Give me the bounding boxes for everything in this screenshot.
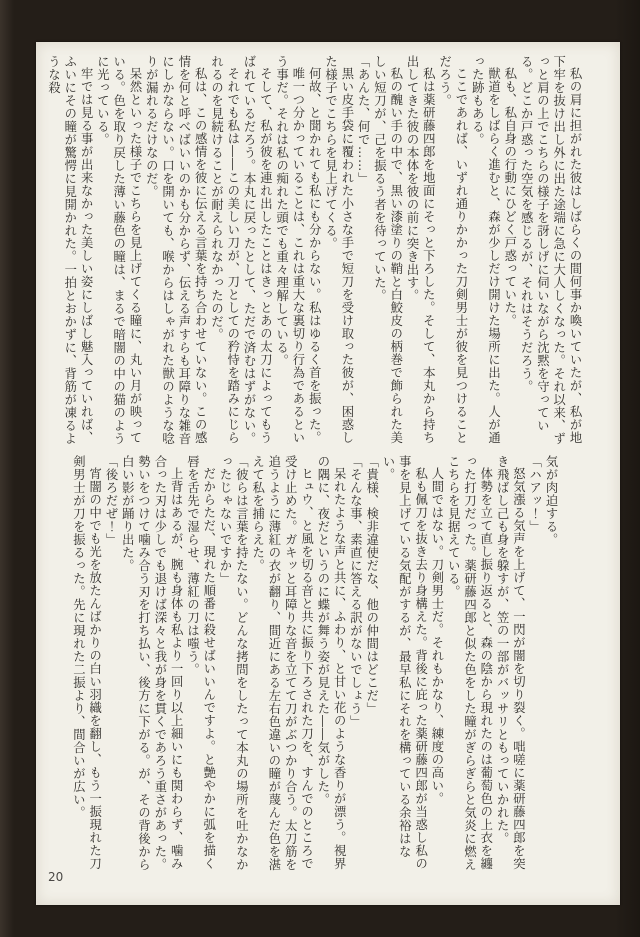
paragraph: 私は薬研藤四郎を地面にそっと下ろした。そして、本丸から持ち出してきた彼の本体を彼の前に突き出す。 xyxy=(405,55,436,445)
paragraph: それでも私は――この美しい刀が、刀としての矜恃を踏みにじられるのを見続けることが耐えられなかったのだ。 xyxy=(209,55,240,445)
paragraph: 「ハアッ！」 xyxy=(527,455,542,533)
paragraph: 私は、この感情を彼に伝える言葉を持ち合わせていない。この感情を何と呼べばいいのかも分からず、伝える声すらも耳障りな雑音にしかならない。口を開いても、喉からはしゃがれた獣のような唸りが漏れるだけなのだ。 xyxy=(144,55,208,445)
paragraph: そして、私が彼を連れ出したことはきっとあの太刀によってもうばれているだろう。本丸に戻ったとして、ただで済むはずがない。 xyxy=(242,55,273,445)
scanned-page xyxy=(36,42,620,905)
paragraph: 気が肉迫する。 xyxy=(544,455,558,546)
paragraph: 黒い皮手袋に覆われた小さな手で短刀を受け取った彼が、困惑した様子でこちらを見上げてくる。 xyxy=(323,55,354,445)
paragraph: 私も、私自身の行動にひどく戸惑っていた。 xyxy=(502,67,517,328)
paragraph: 怒気漲る気声を上げて、一閃が闇を切り裂く。咄嗟に薬研藤四郎を突き飛ばし己も身を躱すが、笠の一部がバッサリともっていかれた。 xyxy=(495,455,526,871)
paragraph: 呆れたような声と共に、ふわり、と甘い花のような香りが漂う。視界の隅に、夜だというのに蝶が舞う姿が見えた――気がした。 xyxy=(315,455,347,871)
paragraph: 何故、と聞かれても私にも分からない。私はゆるく首を振った。 xyxy=(307,67,322,445)
paragraph: 上背はあるが、腕も身体も私より一回り以上細いにも関わらず、噛み合った刃は少しでも退けば深々と我が身を貫くであろう重さがあった。勢いをつけて噛み合う刃を打ち払い、後方に下がる。が、その背後から白い影が踊り出た。 xyxy=(120,455,184,871)
paragraph: 「あんた、何で……」 xyxy=(356,55,371,185)
paragraph: 私の醜い手の中で、黒い漆塗りの鞘と白鮫皮の柄巻で飾られた美しい短刀が、己を振るう者を待っていた。 xyxy=(372,55,403,445)
paragraph: だからただ、現れた順番に殺せばいいんですよ。と艶やかに弧を描く唇を舌先で湿らせ、薄紅の刀は嗤う。 xyxy=(185,455,216,871)
page-number: 20 xyxy=(48,870,64,884)
paragraph: 獣道をしばらく進むと、森が少しだけ開けた場所に出た。人が通った跡もある。 xyxy=(470,55,501,445)
paragraph: 牢では見る事が出来なかった美しい姿にしばし魅入っていれば、ふいにその瞳が驚愕に見開かれた。一拍とおかずに、背筋が凍るような殺 xyxy=(46,55,94,445)
text-block-lower xyxy=(67,455,559,883)
paragraph: ヒュウ、と風を切る音と共に振り下ろされた刀を、すんでのところで受け止めた。ガキッと耳障りな音を立てて刀がぶつかり合う。太刀筋を追うように薄紅の衣が翻り、間近にある左右色違いの瞳が蔑んだ色を湛えて私を捕らえた。 xyxy=(250,455,314,871)
text-block-upper xyxy=(42,55,583,449)
paragraph: ここであれば、いずれ通りかかった刀剣男士が彼を見つけることだろう。 xyxy=(437,55,468,445)
paragraph: 呆然といった様子でこちらを見上げてくる瞳に、丸い月が映っている。色を取り戻した薄い藤色の瞳は、まるで暗闇の中の猫のように光っている。 xyxy=(95,55,142,445)
paragraph: 「そんな事、素直に答える訳がないでしょう」 xyxy=(348,455,363,728)
paragraph: 体勢を立て直し振り返ると、森の陰から現れたのは葡萄色の上衣を纏った打刀だった。薬研藤四郎と似た色をした瞳がぎらぎらと気炎に燃えこちらを見据えている。 xyxy=(446,455,493,871)
paragraph: 「貴様、検非違使だな、他の仲間はどこだ」 xyxy=(364,455,379,715)
paragraph: 私も佩刀を抜き去り身構えた。背後に庇った薬研藤四郎が当惑し私の事を見上げている気配がするが、最早私にそれを構っている余裕はない。 xyxy=(381,455,428,871)
paragraph: 「彼らは言葉を持たない。どんな拷問をしたって本丸の場所を吐かなかったじゃないですか」 xyxy=(218,455,249,871)
paragraph: 唯一つ分かっていることは、これは重大な裏切り行為であるという事だ。それは私の痴れた頭でも重々理解している。 xyxy=(274,55,305,445)
paragraph: 私の肩に担がれた彼はしばらくの間何事か喚いていたが、私が地下牢を抜け出し外に出た途端に急に大人しくなった。それ以来、ずっと肩の上でこちらの様子を訝しげに伺いながら沈黙を守っている。どこか戸惑った空気を感じるが、それはそうだろう。 xyxy=(519,55,582,445)
paragraph: 人間ではない。刀剣男士だ。それもかなり、練度の高い。 xyxy=(429,467,444,806)
paragraph: 「後ろだぜ！」 xyxy=(103,455,118,546)
paragraph: 宵闇の中でも光を放たんばかりの白い羽織を翻し、もう一振現れた刀剣男士が刀を振るった。先に現れた二振より、間合いが広い。 xyxy=(71,455,102,871)
